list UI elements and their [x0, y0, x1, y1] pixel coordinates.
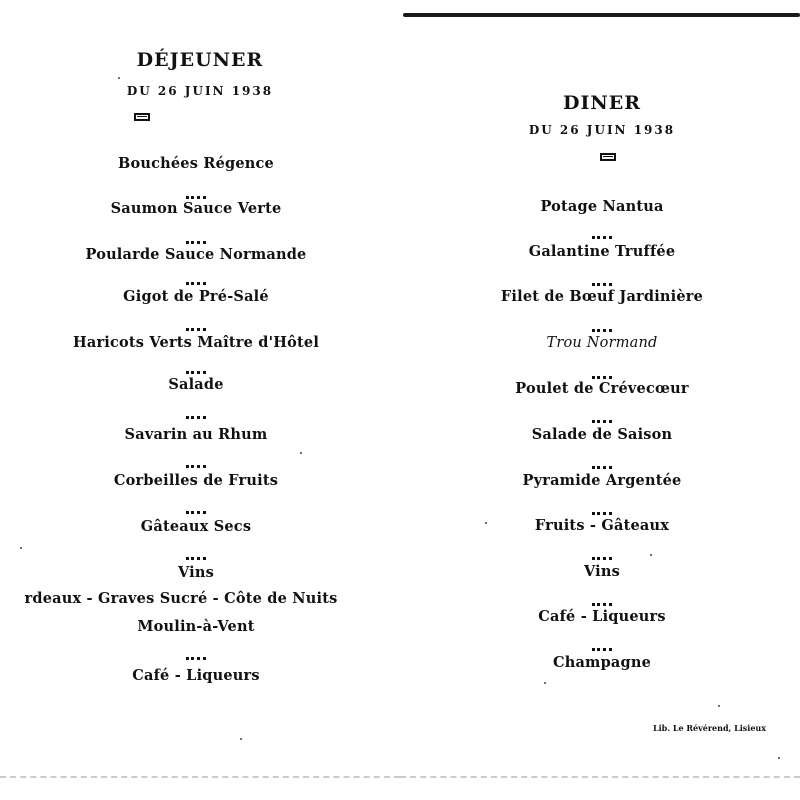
dejeuner-item: Bouchées Régence	[118, 155, 274, 172]
diner-item: Potage Nantua	[540, 198, 664, 215]
dejeuner-item: Gâteaux Secs	[140, 518, 252, 535]
menu-page-diner	[400, 0, 800, 800]
paper-speck	[778, 757, 780, 759]
paper-speck	[300, 452, 302, 454]
dejeuner-item: Salade	[168, 376, 224, 393]
dotted-separator	[404, 364, 800, 370]
dotted-separator	[404, 545, 800, 551]
diner-item: Vins	[583, 563, 620, 580]
dotted-separator	[0, 499, 400, 505]
dotted-separator	[404, 408, 800, 414]
dejeuner-item: Savarin au Rhum	[124, 426, 268, 443]
scan-edge-noise	[0, 776, 400, 781]
dejeuner-title: DÉJEUNER	[136, 49, 264, 71]
diner-date: DU 26 JUIN 1938	[528, 123, 676, 137]
paper-speck	[544, 682, 546, 684]
diner-item: Fruits - Gâteaux	[534, 517, 670, 534]
dejeuner-item: Vins	[177, 564, 214, 581]
dejeuner-item: rdeaux - Graves Sucré - Côte de Nuits	[24, 590, 338, 607]
paper-speck	[485, 522, 487, 524]
diner-item: Champagne	[552, 654, 652, 671]
dejeuner-item: Saumon Sauce Verte	[110, 200, 282, 217]
diner-item: Café - Liqueurs	[538, 608, 666, 625]
dotted-separator	[404, 224, 800, 230]
dejeuner-item: Corbeilles de Fruits	[113, 472, 279, 489]
diner-item: Pyramide Argentée	[522, 472, 682, 489]
paper-speck	[118, 77, 120, 79]
dotted-separator	[0, 545, 400, 551]
ornament-icon	[600, 153, 616, 161]
dotted-separator	[404, 636, 800, 642]
diner-item: Galantine Truffée	[528, 243, 676, 260]
dotted-separator	[404, 317, 800, 323]
paper-speck	[650, 554, 652, 556]
paper-speck	[240, 738, 242, 740]
dotted-separator	[0, 316, 400, 322]
dotted-separator	[404, 454, 800, 460]
paper-speck	[718, 705, 720, 707]
top-rule	[403, 13, 800, 17]
dotted-separator	[0, 404, 400, 410]
dejeuner-item: Moulin-à-Vent	[137, 618, 255, 635]
paper-speck	[20, 547, 22, 549]
dejeuner-item: Gigot de Pré-Salé	[123, 288, 269, 305]
dotted-separator	[0, 184, 400, 190]
printer-imprint: Lib. Le Révérend, Lisieux	[653, 723, 766, 733]
dejeuner-item: Haricots Verts Maître d'Hôtel	[72, 334, 320, 351]
dejeuner-item: Poularde Sauce Normande	[85, 246, 307, 263]
dotted-separator	[0, 645, 400, 651]
dotted-separator	[404, 591, 800, 597]
diner-item: Filet de Bœuf Jardinière	[500, 288, 704, 305]
dotted-separator	[0, 229, 400, 235]
scan-edge-noise	[400, 776, 800, 781]
diner-item: Salade de Saison	[531, 426, 673, 443]
dejeuner-item: Café - Liqueurs	[132, 667, 260, 684]
dotted-separator	[0, 270, 400, 276]
dotted-separator	[0, 359, 400, 365]
dotted-separator	[404, 500, 800, 506]
dejeuner-date: DU 26 JUIN 1938	[126, 84, 274, 98]
diner-item-italic: Trou Normand	[546, 335, 658, 351]
diner-item: Poulet de Crévecœur	[515, 380, 689, 397]
ornament-icon	[134, 113, 150, 121]
diner-title: DINER	[562, 92, 641, 114]
dotted-separator	[0, 453, 400, 459]
dotted-separator	[404, 271, 800, 277]
